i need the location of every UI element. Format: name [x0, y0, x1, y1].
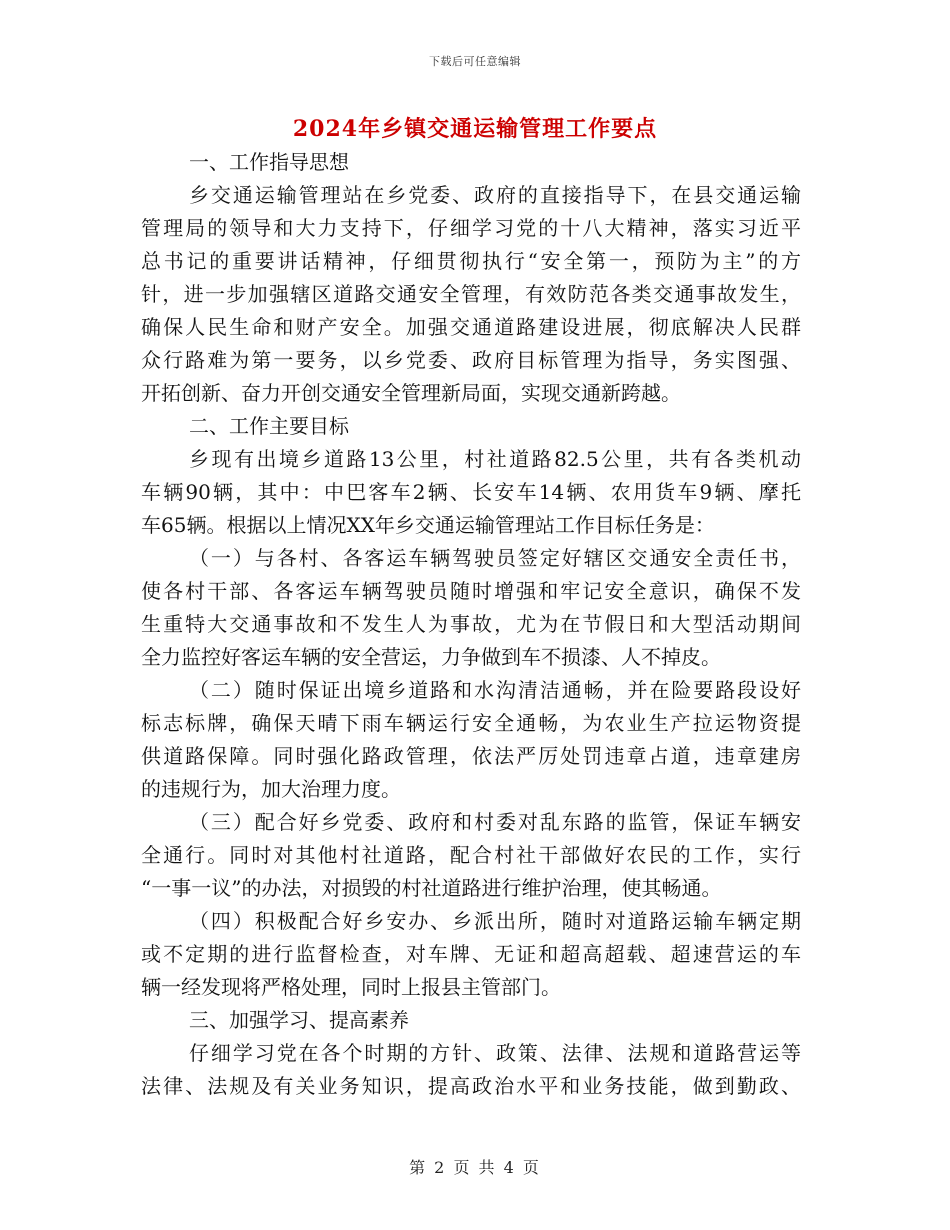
text-line: 乡现有出境乡道路13公里，村社道路82.5公里，共有各类机动	[189, 447, 801, 471]
text-line: 车65辆。根据以上情况XX年乡交通运输管理站工作目标任务是：	[141, 513, 715, 537]
text-line: 使各村干部、各客运车辆驾驶员随时增强和牢记安全意识，确保不发	[141, 579, 801, 603]
text-line: 确保人民生命和财产安全。加强交通道路建设进展，彻底解决人民群	[141, 315, 801, 339]
paragraph-lines	[141, 146, 801, 1103]
text-line: 仔细学习党在各个时期的方针、政策、法律、法规和道路营运等	[189, 1041, 801, 1065]
text-line: 众行路难为第一要务，以乡党委、政府目标管理为指导，务实图强、	[141, 348, 801, 372]
text-line: 生重特大交通事故和不发生人为事故，尤为在节假日和大型活动期间	[141, 612, 801, 636]
text-line: 的违规行为，加大治理力度。	[141, 777, 401, 801]
text-line: （二）随时保证出境乡道路和水沟清洁通畅，并在险要路段设好	[189, 678, 801, 702]
text-line: 或不定期的进行监督检查，对车牌、无证和超高超载、超速营运的车	[141, 942, 801, 966]
text-line: 管理局的领导和大力支持下，仔细学习党的十八大精神，落实习近平	[141, 216, 801, 240]
text-line: 总书记的重要讲话精神，仔细贯彻执行“安全第一，预防为主”的方	[141, 249, 801, 273]
text-line: 二、工作主要目标	[189, 414, 349, 438]
document-body	[141, 146, 801, 1103]
text-line: 供道路保障。同时强化路政管理，依法严厉处罚违章占道，违章建房	[141, 744, 801, 768]
text-line: “一事一议”的办法，对损毁的村社道路进行维护治理，使其畅通。	[141, 876, 722, 900]
text-line: 标志标牌，确保天晴下雨车辆运行安全通畅，为农业生产拉运物资提	[141, 711, 801, 735]
text-line: 辆一经发现将严格处理，同时上报县主管部门。	[141, 975, 561, 999]
text-line: （四）积极配合好乡安办、乡派出所，随时对道路运输车辆定期	[189, 909, 801, 933]
text-line: 乡交通运输管理站在乡党委、政府的直接指导下，在县交通运输	[189, 183, 801, 207]
text-line: 针，进一步加强辖区道路交通安全管理，有效防范各类交通事故发生，	[141, 282, 801, 306]
text-line: 全通行。同时对其他村社道路，配合村社干部做好农民的工作，实行	[141, 843, 801, 867]
page-header: 下载后可任意编辑	[429, 55, 521, 68]
document-title: 2024年乡镇交通运输管理工作要点	[292, 116, 658, 142]
text-line: 全力监控好客运车辆的安全营运，力争做到车不损漆、人不掉皮。	[141, 645, 721, 669]
text-line: 开拓创新、奋力开创交通安全管理新局面，实现交通新跨越。	[141, 381, 681, 405]
page-footer: 第 2 页 共 4 页	[409, 1158, 541, 1177]
text-line: （三）配合好乡党委、政府和村委对乱东路的监管，保证车辆安	[189, 810, 801, 834]
text-line: （一）与各村、各客运车辆驾驶员签定好辖区交通安全责任书，	[189, 546, 801, 570]
text-line: 三、加强学习、提高素养	[189, 1008, 409, 1032]
text-line: 车辆90辆，其中：中巴客车2辆、长安车14辆、农用货车9辆、摩托	[141, 480, 801, 504]
text-line: 一、工作指导思想	[189, 150, 349, 174]
text-line: 法律、法规及有关业务知识，提高政治水平和业务技能，做到勤政、	[141, 1074, 801, 1098]
